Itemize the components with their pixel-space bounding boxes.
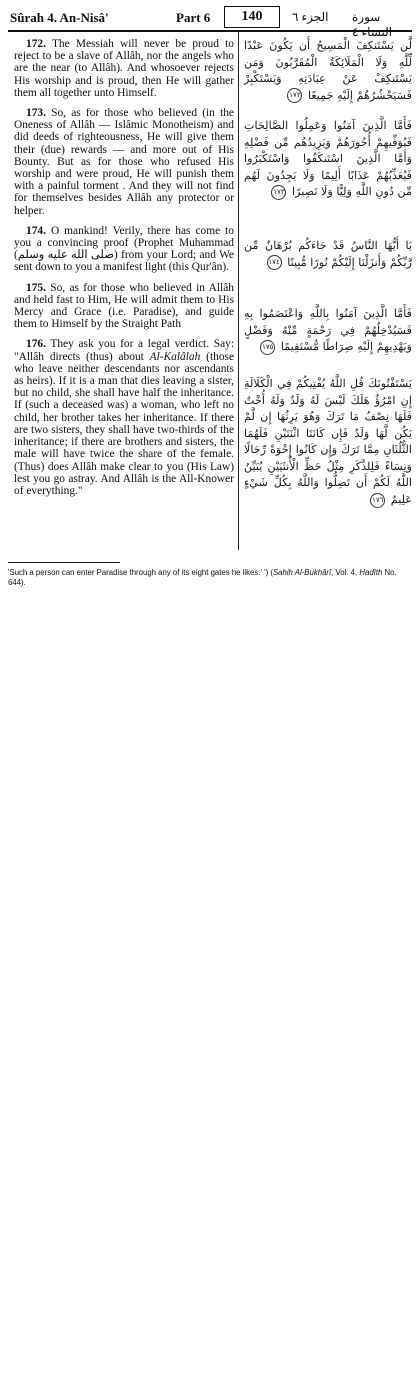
- english-translation: [14, 38, 234, 505]
- verse-text: So, as for those who believed (in the Oneness of Allâh — Islâmic Monotheism) and did deeds of righteousness, He will give them their (due) rewards — and more out of His Bounty. But as for those who refused His worship and were proud, He will punish them with a painful torment . And they will not find for themselves besides Allâh any protector or helper.: [14, 107, 234, 217]
- verse-text: (those who leave neither descendants nor ascendants as heirs). If it is a man that dies leaving a sister, but no child, she shall have half the inheritance. If (such a deceased was) a woman, who left no child, her brother takes her inheritance. If there are two sisters, they shall have two-thirds of the inheritance; if there are brothers and sisters, the male will have twice the share of the female. (Thus) does Allâh make clear to you (His Law) lest you go astray. And Allâh is the All-Knower of everything.": [14, 350, 235, 497]
- ayah-end-marker: ١٧٦: [370, 493, 385, 508]
- verse-number: 174.: [26, 224, 46, 237]
- juz-label-arabic: الجزء ٦: [292, 10, 329, 24]
- verse-176-en: [14, 338, 234, 497]
- verse-172-arabic: [244, 38, 412, 104]
- verse-175-arabic: [244, 306, 412, 356]
- footnote-source: Sahih Al-Bukhârî: [272, 568, 332, 577]
- verse-text: They ask you for a legal verdict. Say: "Allâh directs (thus) about: [14, 338, 234, 363]
- footnote-text: 'Such a person can enter Paradise through any of its eight gates he likes.' ') (: [8, 568, 273, 577]
- arabic-text: يَا أَيُّهَا النَّاسُ قَدْ جَاءَكُم بُرْهَانٌ مِّن رَّبِّكُمْ وَأَنزَلْنَا إِلَيْكُمْ نُورًا مُّبِينًا: [244, 239, 412, 269]
- verse-176-arabic: [244, 376, 412, 509]
- verse-text: The Messiah will never be proud to reject to be a slave of Allâh, nor the angels who are the near (to Allâh). And whosoever rejects His worship and is proud, then He will gather them all together unto Himself.: [14, 38, 234, 99]
- kalalah-term: Al-Kalâlah: [149, 350, 201, 363]
- ayah-end-marker: ١٧٢: [287, 88, 302, 103]
- footnote-hadith: Hadîth: [359, 568, 383, 577]
- ayah-end-marker: ١٧٥: [260, 340, 275, 355]
- ayah-end-marker: ١٧٤: [267, 255, 282, 270]
- arabic-text: فَأَمَّا الَّذِينَ آمَنُوا بِاللَّهِ وَاعْتَصَمُوا بِهِ فَسَيُدْخِلُهُمْ فِي رَحْمَةٍ مِّنْهُ وَفَضْلٍ وَيَهْدِيهِمْ إِلَيْهِ صِرَاطًا مُّسْتَقِيمًا: [244, 307, 412, 354]
- footnote-end: No. 644).: [8, 568, 397, 587]
- page-header: [8, 6, 412, 39]
- verse-number: 176.: [26, 338, 46, 351]
- verse-173-en: [14, 107, 234, 217]
- surah-title-arabic: سورة النساء ٤: [352, 10, 393, 39]
- verse-173-arabic: [244, 118, 412, 201]
- verse-number: 172.: [26, 38, 46, 50]
- arabic-text: يَسْتَفْتُونَكَ قُلِ اللَّهُ يُفْتِيكُمْ فِي الْكَلَالَةِ إِنِ امْرُؤٌ هَلَكَ لَيْسَ لَهُ وَلَدٌ وَلَهُ أُخْتٌ فَلَهَا نِصْفُ مَا تَرَكَ وَهُوَ يَرِثُهَا إِن لَّمْ يَكُن لَّهَا وَلَدٌ فَإِن كَانَتَا اثْنَتَيْنِ فَلَهُمَا الثُّلُثَانِ مِمَّا تَرَكَ وَإِن كَانُوا إِخْوَةً رِّجَالًا وَنِسَاءً فَلِلذَّكَرِ مِثْلُ حَظِّ الْأُنثَيَيْنِ يُبَيِّنُ اللَّهُ لَكُمْ أَن تَضِلُّوا وَاللَّهُ بِكُلِّ شَيْءٍ عَلِيمٌ: [244, 377, 412, 507]
- verse-172-en: [14, 38, 234, 99]
- footnote-ref: , Vol. 4,: [331, 568, 360, 577]
- verse-number: 175.: [26, 281, 46, 294]
- part-label: Part 6: [176, 10, 211, 25]
- page-number: 140: [224, 6, 280, 28]
- footnote: [8, 568, 412, 587]
- footnote-rule: [8, 562, 120, 563]
- arabic-text: فَأَمَّا الَّذِينَ آمَنُوا وَعَمِلُوا الصَّالِحَاتِ فَيُوَفِّيهِمْ أُجُورَهُمْ وَيَزِيدُهُم مِّن فَضْلِهِ وَأَمَّا الَّذِينَ اسْتَنكَفُوا وَاسْتَكْبَرُوا فَيُعَذِّبُهُمْ عَذَابًا أَلِيمًا وَلَا يَجِدُونَ لَهُم مِّن دُونِ اللَّهِ وَلِيًّا وَلَا نَصِيرًا: [244, 119, 412, 199]
- verse-174-arabic: [244, 238, 412, 271]
- verse-number: 173.: [26, 107, 46, 120]
- verse-text: So, as for those who believed in Allâh and held fast to Him, He will admit them to His Mercy and Grace (i.e. Paradise), and guide them to Himself by the Straight Path: [14, 281, 234, 331]
- verse-text: O mankind! Verily, there has come to you a convincing proof (Prophet Muhammad (صلى الله عليه وسلم) from your Lord; and We sent down to you a manifest light (this Qur'ân).: [14, 224, 234, 274]
- arabic-text: لَّن يَسْتَنكِفَ الْمَسِيحُ أَن يَكُونَ عَبْدًا لِّلَّهِ وَلَا الْمَلَائِكَةُ الْمُقَرَّبُونَ وَمَن يَسْتَنكِفْ عَنْ عِبَادَتِهِ وَيَسْتَكْبِرْ فَسَيَحْشُرُهُمْ إِلَيْهِ جَمِيعًا: [244, 39, 412, 102]
- surah-title: Sûrah 4. An-Nisâ': [10, 10, 109, 25]
- verse-174-en: [14, 225, 234, 274]
- column-divider: [238, 30, 239, 550]
- ayah-end-marker: ١٧٣: [271, 185, 286, 200]
- verse-175-en: [14, 282, 234, 331]
